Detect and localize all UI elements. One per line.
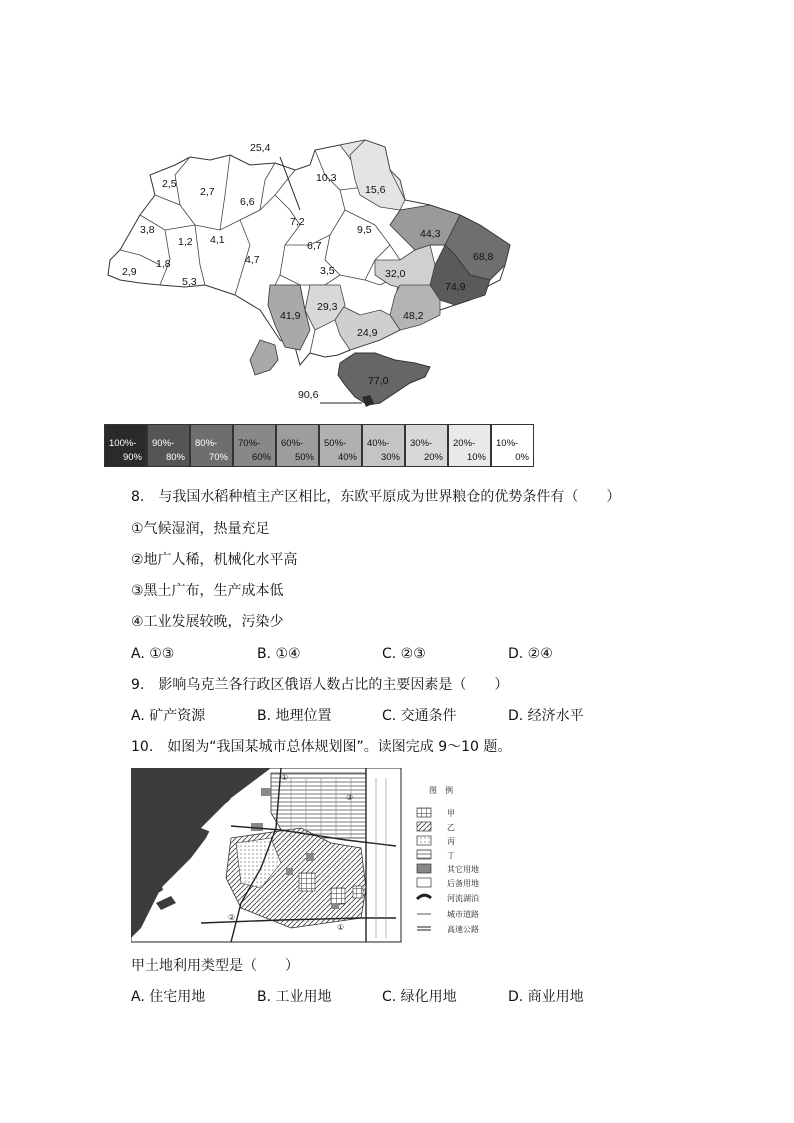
- legend-top-label: 90%-: [152, 438, 175, 449]
- plan-marker: ②: [228, 913, 236, 922]
- q10-option-c[interactable]: C. 绿化用地: [382, 989, 457, 1005]
- legend-swatch: [448, 424, 491, 467]
- legend-top-label: 50%-: [324, 438, 347, 449]
- region-value: 74,9: [445, 281, 466, 293]
- legend-bottom-label: 50%: [294, 452, 314, 463]
- legend-bottom-label: 30%: [380, 452, 400, 463]
- legend-bottom-label: 10%: [466, 452, 486, 463]
- q8-item: ④工业发展较晚，污染少: [131, 614, 284, 630]
- q8-stem: 8. 与我国水稻种植主产区相比，东欧平原成为世界粮仓的优势条件有（ ）: [131, 489, 621, 505]
- region-value: 90,6: [298, 389, 319, 401]
- q10-stem: 10. 如图为“我国某城市总体规划图”。读图完成 9～10 题。: [131, 739, 512, 755]
- plan-legend-item: 丁: [447, 851, 455, 860]
- region-value: 41,9: [280, 310, 301, 322]
- q9-stem: 9. 影响乌克兰各行政区俄语人数占比的主要因素是（ ）: [131, 677, 509, 693]
- q9-option-c[interactable]: C. 交通条件: [382, 708, 457, 724]
- region-value: 1,2: [178, 236, 193, 248]
- legend-top-label: 60%-: [281, 438, 304, 449]
- q8-item: ①气候湿润，热量充足: [131, 521, 270, 537]
- q10-option-a[interactable]: A. 住宅用地: [131, 989, 206, 1005]
- plan-marker: ①: [337, 923, 345, 932]
- plan-marker: ③: [346, 793, 354, 802]
- legend-swatch: [405, 424, 448, 467]
- region-value: 2,7: [200, 186, 215, 198]
- q9-option-a[interactable]: A. 矿产资源: [131, 708, 206, 724]
- plan-legend-item: 高速公路: [447, 925, 479, 934]
- region-value: 4,1: [210, 234, 225, 246]
- q8-option-d[interactable]: D. ②④: [508, 646, 553, 662]
- plan-legend-item: 乙: [447, 823, 455, 832]
- region-value: 6,6: [240, 196, 255, 208]
- plan-legend-item: 甲: [447, 809, 455, 818]
- region-value: 7,2: [290, 216, 305, 228]
- legend-bottom-label: 20%: [423, 452, 443, 463]
- q8-item: ②地广人稀，机械化水平高: [131, 552, 298, 568]
- legend-swatch: [319, 424, 362, 467]
- region-value: 29,3: [317, 301, 338, 313]
- legend-swatch: [276, 424, 319, 467]
- q8-option-b[interactable]: B. ①④: [257, 646, 301, 662]
- region-value: 2,9: [122, 266, 137, 278]
- region-value: 32,0: [385, 268, 406, 280]
- legend-swatch: [233, 424, 276, 467]
- city-plan-map: [131, 768, 511, 943]
- region-value: 48,2: [403, 310, 424, 322]
- legend-swatch: [190, 424, 233, 467]
- region-value: 15,6: [365, 184, 386, 196]
- region-value: 3,8: [140, 224, 155, 236]
- legend-top-label: 20%-: [453, 438, 476, 449]
- region-value: 10,3: [316, 172, 337, 184]
- legend-top-label: 80%-: [195, 438, 218, 449]
- legend-top-label: 10%-: [496, 438, 519, 449]
- region-value: 9,5: [357, 224, 372, 236]
- plan-marker: ①: [281, 773, 289, 782]
- region-value: 68,8: [473, 251, 494, 263]
- q10-option-d[interactable]: D. 商业用地: [508, 989, 584, 1005]
- q10-sub-stem: 甲土地利用类型是（ ）: [131, 958, 299, 974]
- plan-legend-item: 丙: [447, 837, 455, 846]
- region-value: 1,8: [156, 258, 171, 270]
- q8-item: ③黑土广布，生产成本低: [131, 583, 284, 599]
- region-value: 24,9: [357, 327, 378, 339]
- region-value: 4,7: [245, 254, 260, 266]
- region-value: 2,5: [162, 178, 177, 190]
- legend-top-label: 70%-: [238, 438, 261, 449]
- legend-bottom-label: 90%: [122, 452, 142, 463]
- q9-option-d[interactable]: D. 经济水平: [508, 708, 584, 724]
- q8-option-a[interactable]: A. ①③: [131, 646, 175, 662]
- legend-top-label: 30%-: [410, 438, 433, 449]
- q10-option-b[interactable]: B. 工业用地: [257, 989, 332, 1005]
- legend-bottom-label: 80%: [165, 452, 185, 463]
- legend-top-label: 100%-: [109, 438, 137, 449]
- legend-swatch: [362, 424, 405, 467]
- legend-bottom-label: 60%: [251, 452, 271, 463]
- legend-bottom-label: 40%: [337, 452, 357, 463]
- region-value: 3,5: [320, 265, 335, 277]
- region-value: 25,4: [250, 142, 271, 154]
- plan-legend-item: 后备用地: [447, 879, 479, 888]
- region-value: 77,0: [368, 375, 389, 387]
- legend-top-label: 40%-: [367, 438, 390, 449]
- legend-bottom-label: 70%: [208, 452, 228, 463]
- region-value: 44,3: [420, 228, 441, 240]
- legend-swatch: [491, 424, 534, 467]
- plan-legend-title: 图 例: [429, 786, 453, 795]
- legend-swatch: [147, 424, 190, 467]
- region-value: 6,7: [307, 240, 322, 252]
- plan-legend-item: 河流湖泊: [447, 894, 479, 903]
- plan-legend-item: 其它用地: [447, 865, 479, 874]
- q9-option-b[interactable]: B. 地理位置: [257, 708, 332, 724]
- region-value: 5,3: [182, 276, 197, 288]
- ukraine-russian-speakers-map: [100, 135, 530, 415]
- legend-bottom-label: 0%: [515, 452, 529, 463]
- plan-legend-item: 城市道路: [447, 910, 479, 919]
- legend-swatch: [104, 424, 147, 467]
- q8-option-c[interactable]: C. ②③: [382, 646, 426, 662]
